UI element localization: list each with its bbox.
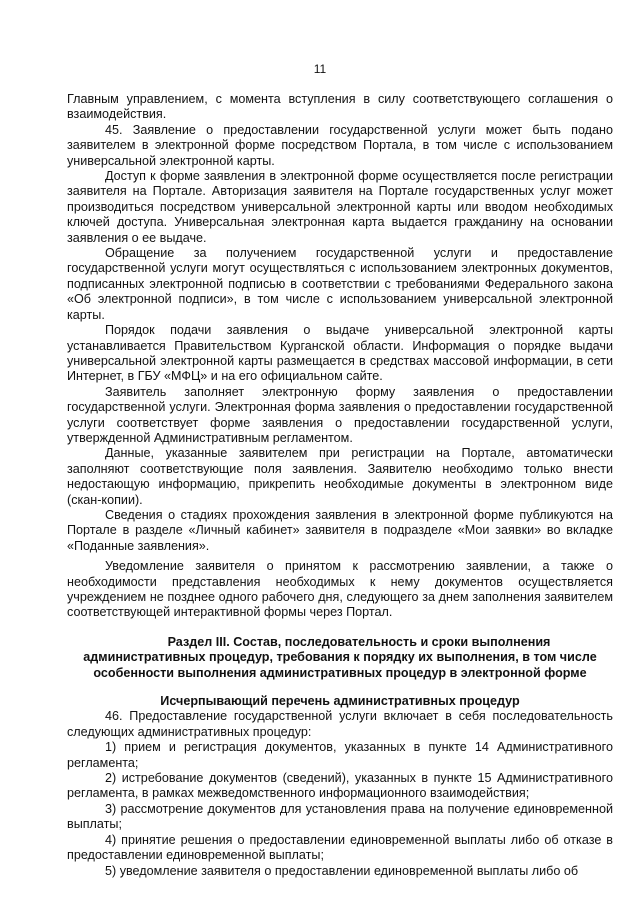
paragraph-appeal: Обращение за получением государственной услуги и предоставление государственной услуги могут осуществляться с использованием электронных документов, подписанных электронной подписью в соответствии с требованиями Федерального закона «Об электронной подписи», в том числе с использованием универсальной электронной карты.	[67, 246, 613, 322]
paragraph-autofill: Данные, указанные заявителем при регистрации на Портале, автоматически заполняют соответствующие поля заявления. Заявителю необходимо только внести недостающую информацию, прикрепить необходимые документы в электронном виде (скан-копии).	[67, 446, 613, 507]
paragraph-46: 46. Предоставление государственной услуги включает в себя последовательность следующих административных процедур:	[67, 709, 613, 739]
paragraph-access: Доступ к форме заявления в электронной форме осуществляется после регистрации заявителя на Портале. Авторизация заявителя на Портале государственных услуг может производиться посредством универсальной электронной карты или вводом необходимых ключей доступа. Универсальная электронная карта выдается гражданину на основании заявления о ее выдаче.	[67, 169, 613, 245]
list-item: 2) истребование документов (сведений), указанных в пункте 15 Административного регламента, в рамках межведомственного информационного взаимодействия;	[67, 771, 613, 801]
list-item: 3) рассмотрение документов для установления права на получение единовременной выплаты;	[67, 801, 613, 832]
paragraph-notification: Уведомление заявителя о принятом к рассмотрению заявлении, а также о необходимости представления необходимых к нему документов осуществляется учреждением не позднее одного рабочего дня, следующего за днем заполнения заявителем соответствующей интерактивной формы через Портал.	[67, 559, 613, 620]
document-body	[67, 92, 613, 879]
paragraph-applicant-form: Заявитель заполняет электронную форму заявления о предоставлении государственной услуги. Электронная форма заявления о предоставлении государственной услуги соответствует форме заявления о предоставлении государственной услуги, утвержденной Административным регламентом.	[67, 384, 613, 445]
section-heading: Раздел III. Состав, последовательность и сроки выполнения административных процедур, требования к порядку их выполнения, в том числе особенности выполнения административных процедур в электронной форме	[83, 634, 597, 680]
page-number: 11	[313, 62, 327, 76]
paragraph-card-order: Порядок подачи заявления о выдаче универсальной электронной карты устанавливается Правительством Курганской области. Информация о порядке выдачи универсальной электронной карты размещается в средствах массовой информации, в сети Интернет, в ГБУ «МФЦ» и на его официальном сайте.	[67, 323, 613, 384]
list-item: 1) прием и регистрация документов, указанных в пункте 14 Административного регламента;	[67, 740, 613, 770]
section-subheading: Исчерпывающий перечень административных процедур	[160, 694, 520, 709]
list-item: 4) принятие решения о предоставлении единовременной выплаты либо об отказе в предоставлении единовременной выплаты;	[67, 832, 613, 863]
list-item: 5) уведомление заявителя о предоставлении единовременной выплаты либо об	[105, 863, 579, 878]
paragraph-status: Сведения о стадиях прохождения заявления в электронной форме публикуются на Портале в разделе «Личный кабинет» заявителя в подразделе «Мои заявки» во вкладке «Поданные заявления».	[67, 507, 613, 553]
paragraph-continuation: Главным управлением, с момента вступления в силу соответствующего соглашения о взаимодействия.	[67, 92, 613, 122]
paragraph-45: 45. Заявление о предоставлении государственной услуги может быть подано заявителем в электронной форме посредством Портала, в том числе с использованием универсальной электронной карты.	[67, 122, 613, 168]
